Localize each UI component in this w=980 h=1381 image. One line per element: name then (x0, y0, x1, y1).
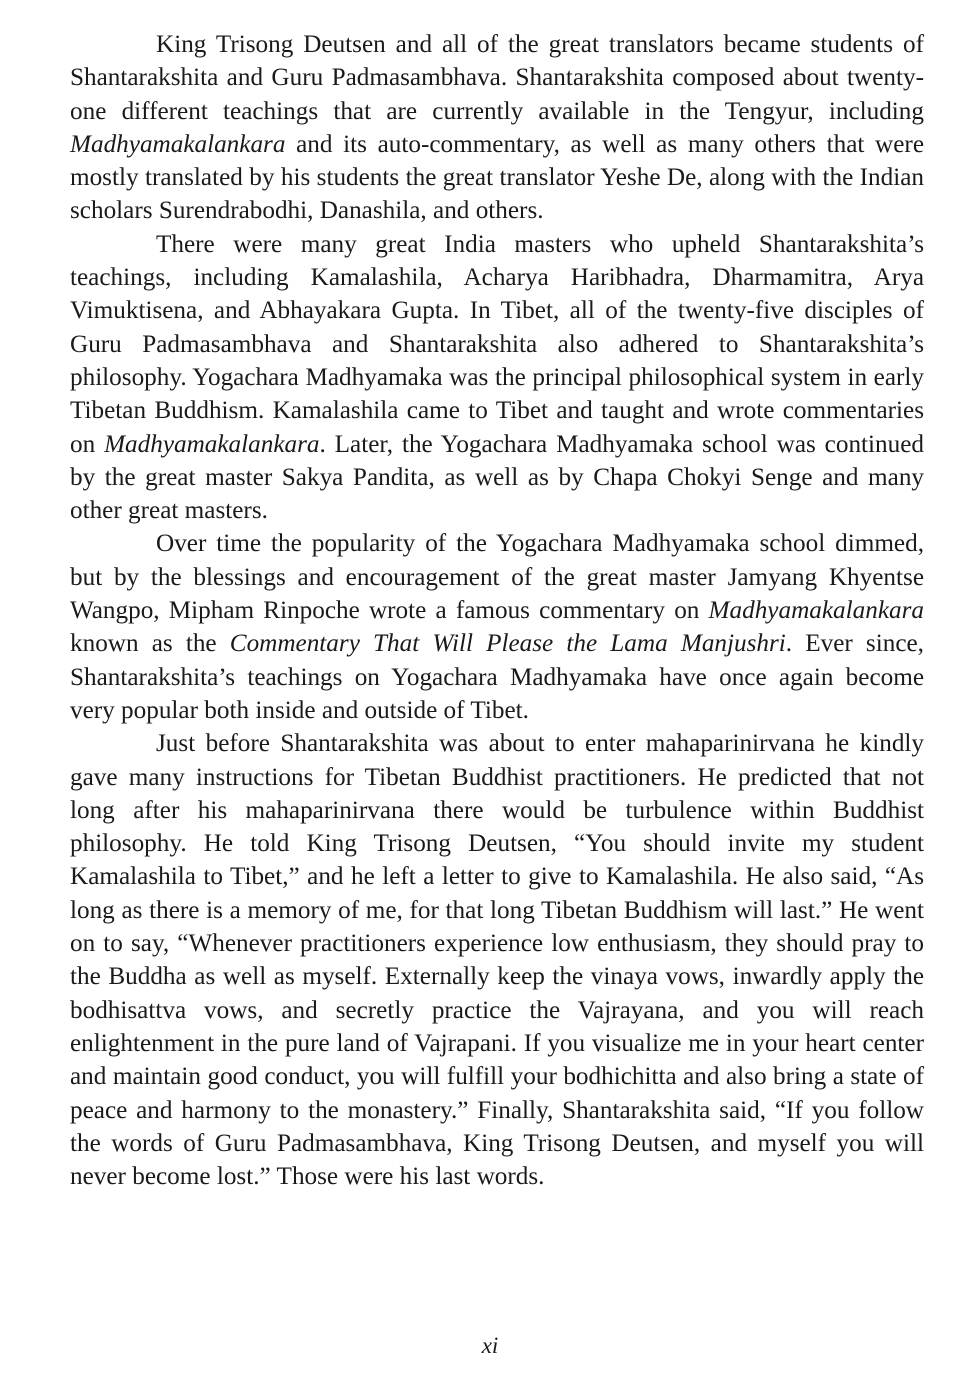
paragraph-3-text-2: known as the (70, 630, 230, 658)
paragraph-3 (70, 527, 924, 727)
paragraph-3-title-madhyamakalankara: Madhyamakalankara (708, 597, 924, 625)
paragraph-2-text-1: There were many great India masters who upheld Shantarakshita’s teachings, including Kamalashila, Acharya Haribhadra, Dharmamitra, Arya Vimuktisena, and Abhayakara Gupta. In Tibet, all of the twenty-five disciples of Guru Padmasambhava and Shantarakshita also adhered to Shantarakshita’s philosophy. Yogachara Madhyamaka was the principal philosophical system in early Tibetan Buddhism. Kamalashila came to Tibet and taught and wrote commentaries on (70, 230, 924, 458)
paragraph-3-title-commentary: Commentary That Will Please the Lama Manjushri (229, 630, 786, 658)
paragraph-4-text-1: Just before Shantarakshita was about to enter mahaparinirvana he kindly gave many instructions for Tibetan Buddhist practitioners. He predicted that not long after his mahaparinirvana there would be turbulence within Buddhist philosophy. He told King Trisong Deutsen, “You should invite my student Kamalashila to Tibet,” and he left a letter to give to Kamalashila. He also said, “As long as there is a memory of me, for that long Tibetan Buddhism will last.” He went on to say, “Whenever practitioners experience low enthusiasm, they should pray to the Buddha as well as myself. Externally keep the vinaya vows, inwardly apply the bodhisattva vows, and secretly practice the Vajrayana, and you will reach enlightenment in the pure land of Vajrapani. If you visualize me in your heart center and maintain good conduct, you will fulfill your bodhichitta and also bring a state of peace and harmony to the monastery.” Finally, Shantarakshita said, “If you follow the words of Guru Padmasambhava, King Trisong Deutsen, and myself you will never become lost.” Those were his last words. (70, 730, 924, 1191)
paragraph-1-text-1: King Trisong Deutsen and all of the great translators became students of Shantarakshita and Guru Padmasambhava. Shantarakshita composed about twenty-one different teachings that are currently available in the Tengyur, including (70, 31, 924, 125)
paragraph-2-text-2: . Later, the Yogachara Madhyamaka school was continued by the great master Sakya Pandita, as well as by Chapa Chokyi Senge and many other great masters. (70, 430, 924, 525)
paragraph-2 (70, 228, 924, 528)
page-body (70, 28, 924, 1193)
page-number: xi (481, 1333, 499, 1358)
paragraph-1-title-madhyamakalankara: Madhyamakalankara (70, 130, 286, 158)
paragraph-1 (70, 28, 924, 228)
paragraph-3-text-1: Over time the popularity of the Yogachara Madhyamaka school dimmed, but by the blessings and encouragement of the great master Jamyang Khyentse Wangpo, Mipham Rinpoche wrote a famous commentary on (70, 530, 924, 625)
paragraph-4 (70, 727, 924, 1193)
paragraph-3-text-3: . Ever since, Shantarakshita’s teachings on Yogachara Madhyamaka have once again become very popular both inside and outside of Tibet. (70, 630, 924, 724)
paragraph-1-text-2: and its auto-commentary, as well as many others that were mostly translated by his students the great translator Yeshe De, along with the Indian scholars Surendrabodhi, Danashila, and others. (70, 130, 924, 225)
paragraph-2-title-madhyamakalankara: Madhyamakalankara (104, 430, 320, 458)
